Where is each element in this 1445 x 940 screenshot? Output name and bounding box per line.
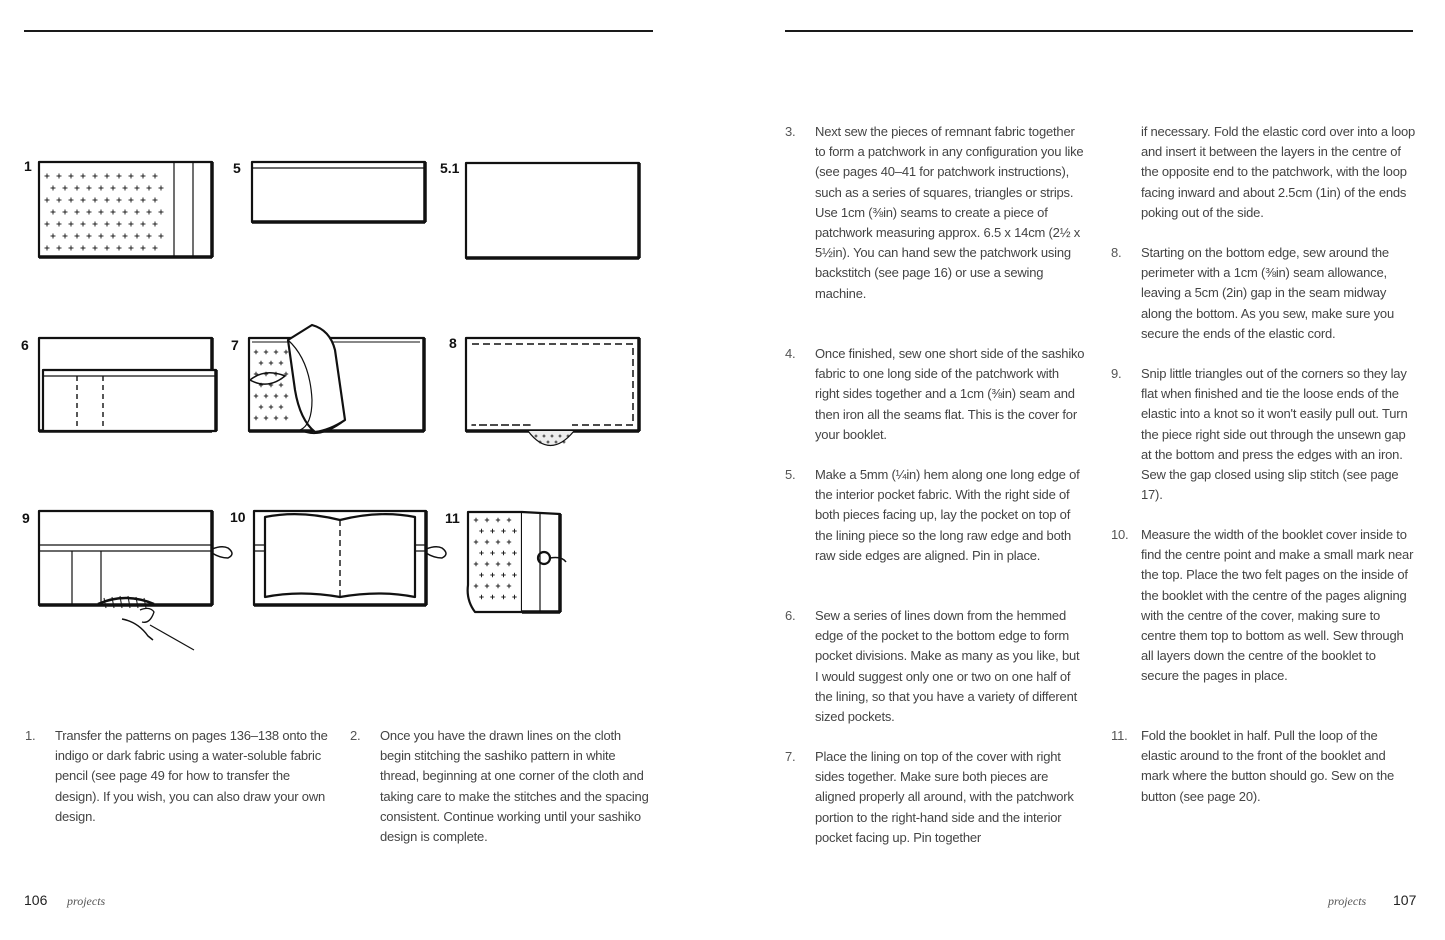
figure-11-drawing — [468, 512, 566, 612]
step-number: 4. — [785, 346, 796, 361]
figure-6-drawing — [39, 338, 216, 431]
figure-label-5: 5 — [233, 160, 241, 176]
step-text: Snip little triangles out of the corners so they lay flat when finished and tie the loose ends of the elastic into a knot so it won't easily pull out. Turn the piece right side out through the unsewn gap at the bottom and press the edges with an iron. Sew the gap closed using slip stitch (see page 17). — [1141, 366, 1408, 503]
step-number: 1. — [25, 728, 36, 743]
step-number: 8. — [1111, 245, 1122, 260]
step-text: Sew a series of lines down from the hemmed edge of the pocket to the bottom edge to form pocket divisions. Make as many as you like, but I would suggest only one or two on one half of the lining, so that you have a variety of different sized pockets. — [815, 608, 1080, 725]
figure-1-drawing — [39, 162, 212, 257]
section-name-right: projects — [1328, 894, 1367, 908]
illustrations-svg — [0, 0, 700, 700]
figure-label-5-1: 5.1 — [440, 160, 460, 176]
step-text: Starting on the bottom edge, sew around the perimeter with a 1cm (⅜in) seam allowance, leaving a 5cm (2in) gap in the seam midway along the bottom. As you sew, make sure you secure the ends of the elastic cord. — [1141, 245, 1394, 341]
step-number: 9. — [1111, 366, 1122, 381]
figure-label-8: 8 — [449, 335, 457, 351]
step-number: 6. — [785, 608, 796, 623]
step-number: 10. — [1111, 527, 1129, 542]
step-number: 7. — [785, 749, 796, 764]
top-rule-right — [785, 30, 1413, 32]
figure-5-1-drawing — [466, 163, 639, 258]
page-number-right: 107 — [1393, 892, 1417, 908]
page-number-left: 106 — [24, 892, 48, 908]
figure-5-drawing — [252, 162, 425, 222]
instruction-illustrations — [0, 0, 700, 700]
step-text: Fold the booklet in half. Pull the loop of the elastic around to the front of the booklet and mark where the button should go. Sew on the button (see page 20). — [1141, 728, 1395, 804]
figure-7-drawing — [249, 325, 424, 433]
section-name-left: projects — [67, 894, 106, 908]
step-number: 3. — [785, 124, 796, 139]
step-text: Transfer the patterns on pages 136–138 onto the indigo or dark fabric using a water-soluble fabric pencil (see page 49 for how to transfer the design). If you wish, you can also draw your own design. — [55, 728, 328, 824]
figure-8-drawing — [466, 338, 639, 446]
step-text: Once you have the drawn lines on the cloth begin stitching the sashiko pattern in white thread, beginning at one corner of the cloth and taking care to make the stitches and the spacing consistent. Continue working until your sashiko design is complete. — [380, 728, 649, 845]
step-text: Next sew the pieces of remnant fabric together to form a patchwork in any configuration you like (see pages 40–41 for patchwork instructions), such as a series of squares, triangles or strips. Use 1cm (⅜in) seams to create a piece of patchwork measuring approx. 6.5 x 14cm (2½ x 5½in). You can hand sew the patchwork using backstitch (see page 16) or use a sewing machine. — [815, 124, 1084, 301]
figure-9-drawing — [39, 511, 232, 650]
figure-label-9: 9 — [22, 510, 30, 526]
figure-label-1: 1 — [24, 158, 32, 174]
figure-label-6: 6 — [21, 337, 29, 353]
figure-label-7: 7 — [231, 337, 239, 353]
step-number: 2. — [350, 728, 361, 743]
figure-10-drawing — [254, 511, 446, 605]
step-text: Once finished, sew one short side of the sashiko fabric to one long side of the patchwork with right sides together and a 1cm (⅜in) seam and then iron all the seams flat. This is the cover for your booklet. — [815, 346, 1085, 442]
figure-label-11: 11 — [445, 510, 460, 526]
step-text: Measure the width of the booklet cover inside to find the centre point and make a small mark near the top. Place the two felt pages on the inside of the booklet with the centre of the pages aligning with the centre of the cover, making sure to centre them top to bottom as well. Sew through all layers down the centre of the booklet to secure the pages in place. — [1141, 527, 1414, 684]
step-number: 11. — [1111, 728, 1128, 743]
step-text: Place the lining on top of the cover with right sides together. Make sure both pieces are aligned properly all around, with the patchwork portion to the right-hand side and the interior pocket facing up. Pin together — [815, 749, 1074, 845]
step-text: if necessary. Fold the elastic cord over into a loop and insert it between the layers in the centre of the opposite end to the patchwork, with the loop facing inward and about 2.5cm (1in) of the ends poking out of the side. — [1141, 124, 1416, 220]
step-number: 5. — [785, 467, 796, 482]
step-text: Make a 5mm (¼in) hem along one long edge of the interior pocket fabric. With the right side of both pieces facing up, lay the pocket on top of the lining piece so the long raw edge and both raw side edges are aligned. Pin in place. — [815, 467, 1080, 563]
figure-label-10: 10 — [230, 509, 246, 525]
